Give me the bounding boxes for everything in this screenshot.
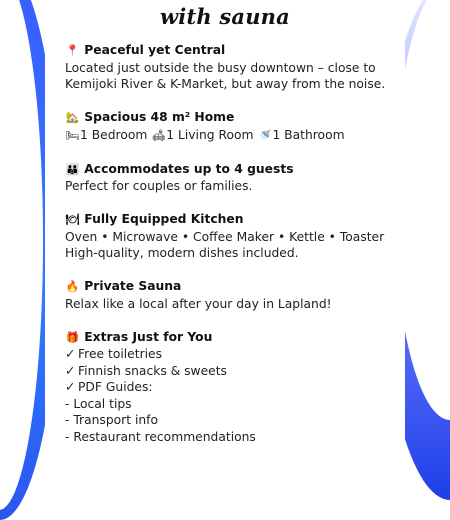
extra-pdf-guides: PDF Guides: [78, 380, 153, 394]
shower-icon: 🚿 [258, 128, 272, 142]
bed-icon: 🛏 [65, 128, 80, 142]
section-guests [65, 161, 395, 195]
section-home [65, 109, 395, 144]
cutlery-icon: 🍽 [65, 213, 80, 226]
section-location [65, 42, 395, 93]
kitchen-line-1: Oven • Microwave • Coffee Maker • Kettle • Toaster [65, 229, 385, 244]
kitchen-heading-text: Fully Equipped Kitchen [84, 212, 244, 226]
sauna-line-1: Relax like a local after your day in Lapland! [65, 296, 332, 311]
check-icon: ✓ [65, 363, 76, 378]
section-kitchen [65, 211, 395, 262]
location-line-1: Located just outside the busy downtown – close to [65, 60, 376, 75]
extras-heading [65, 329, 395, 347]
room-bathroom: 1 Bathroom [272, 127, 345, 142]
location-line-2: Kemijoki River & K-Market, but away from the noise. [65, 77, 386, 91]
sauna-heading [65, 278, 395, 296]
room-bedroom: 1 Bedroom [80, 127, 148, 142]
pin-icon: 📍 [65, 44, 80, 57]
listing-content [65, 42, 395, 462]
section-extras [65, 329, 395, 446]
page-title: with sauna [160, 4, 290, 29]
kitchen-line-2: High-quality, modern dishes included. [65, 246, 299, 260]
rooms-line [65, 127, 395, 145]
fire-icon: 🔥 [65, 280, 80, 293]
home-heading-text: Spacious 48 m² Home [84, 110, 235, 124]
room-living-room: 1 Living Room [166, 127, 254, 142]
check-icon: ✓ [65, 380, 76, 394]
couch-icon: 🛋 [151, 128, 166, 142]
kitchen-heading [65, 211, 395, 229]
section-sauna [65, 278, 395, 312]
extra-snacks: Finnish snacks & sweets [78, 363, 227, 378]
guests-heading-text: Accommodates up to 4 guests [84, 161, 294, 176]
house-icon: 🏡 [65, 111, 80, 124]
home-heading [65, 109, 395, 127]
guide-restaurants: - Restaurant recommendations [65, 429, 256, 444]
guide-local-tips: - Local tips [65, 396, 132, 411]
gift-icon: 🎁 [65, 330, 80, 344]
list-item [65, 346, 395, 363]
sauna-heading-text: Private Sauna [84, 279, 182, 293]
extra-toiletries: Free toiletries [78, 347, 163, 361]
listing-card [45, 0, 405, 450]
guide-transport-info: - Transport info [65, 413, 159, 427]
location-heading-text: Peaceful yet Central [84, 43, 226, 57]
location-heading [65, 42, 395, 60]
guests-line-1: Perfect for couples or families. [65, 179, 253, 193]
check-icon: ✓ [65, 347, 76, 361]
guests-heading [65, 161, 395, 179]
extras-heading-text: Extras Just for You [84, 329, 213, 344]
list-item [65, 363, 395, 380]
list-item [65, 379, 395, 396]
family-icon: 👪 [65, 162, 80, 176]
